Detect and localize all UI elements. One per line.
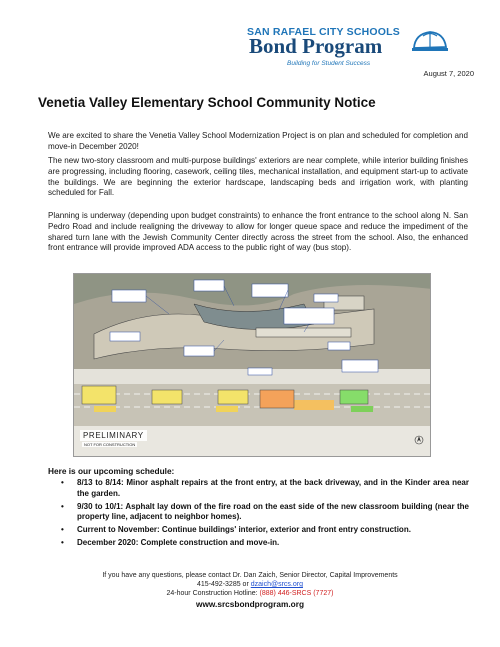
schedule-item — [61, 525, 469, 536]
schedule-item-text: Current to November: Continue buildings' interior, exterior and front entry construction. — [77, 525, 411, 535]
progress-paragraph: The new two-story classroom and multi-purpose buildings' exteriors are near complete, while interior building finishes are progressing, including flooring, casework, ceiling tiles, mechanical installation, and equipment start-up to activate the buildings. We are beginning the exterior hardscape, landscaping beds and irrigation work, with planting scheduled for Fall. — [48, 156, 468, 198]
schedule-item — [61, 478, 469, 499]
not-for-construction-label: NOT FOR CONSTRUCTION — [84, 442, 136, 447]
logo-program-name: Bond Program — [249, 34, 383, 58]
planning-paragraph: Planning is underway (depending upon budget constraints) to enhance the front entrance to the school along N. San Pedro Road and include realigning the driveway to allow for longer queue space and reduce the impediment of the shared turn lane with the Jewish Community Center directly across the street from the school. Also, the enhanced front entrance will provide improved ADA access to the public right of way (bus stop). — [48, 211, 468, 253]
bullet-icon: • — [61, 525, 64, 535]
notice-date: August 7, 2020 — [423, 69, 474, 78]
intro-paragraph: We are excited to share the Venetia Valley School Modernization Project is on plan and scheduled for completion and move-in December 2020! — [48, 131, 468, 151]
schedule-item-text: 9/30 to 10/1: Asphalt lay down of the fire road on the east side of the new classroom building (near the property line, adjacent to neighbor homes). — [77, 501, 469, 522]
contact-line: If you have any questions, please contact Dr. Dan Zaich, Senior Director, Capital Improvements — [102, 572, 398, 579]
preliminary-stamp: PRELIMINARY — [80, 430, 147, 441]
header — [0, 0, 500, 84]
bullet-icon: • — [61, 478, 64, 487]
hotline-line — [0, 589, 500, 598]
bullet-icon: • — [61, 538, 64, 548]
schedule-item-text: 8/13 to 8/14: Minor asphalt repairs at the front entry, at the back driveway, and in the Kinder area near the garden. — [77, 478, 469, 498]
schedule-item — [61, 502, 469, 523]
schedule-item — [61, 538, 469, 549]
logo-tagline: Building for Student Success — [287, 60, 371, 67]
bond-program-logo — [243, 24, 455, 72]
website-link[interactable]: www.srcsbondprogram.org — [195, 598, 305, 609]
schedule-list — [61, 478, 469, 551]
site-plan-image — [73, 273, 431, 457]
hotline-number: (888) 446-SRCS (7727) — [259, 590, 334, 598]
page-title: Venetia Valley Elementary School Community Notice — [38, 95, 376, 110]
schedule-item-text: December 2020: Complete construction and move-in. — [77, 538, 280, 548]
hotline-label: 24-hour Construction Hotline: — [166, 590, 258, 598]
schedule-heading: Here is our upcoming schedule: — [48, 466, 175, 476]
contact-phone: 415-492-3285 or — [197, 581, 249, 589]
bullet-icon: • — [61, 501, 64, 511]
contact-email-link[interactable]: dzaich@srcs.org — [250, 581, 303, 589]
footer — [0, 571, 500, 609]
phone-email-line — [0, 580, 500, 589]
logo-district-name: SAN RAFAEL CITY SCHOOLS — [247, 26, 400, 38]
hard-hat-icon — [411, 28, 449, 54]
